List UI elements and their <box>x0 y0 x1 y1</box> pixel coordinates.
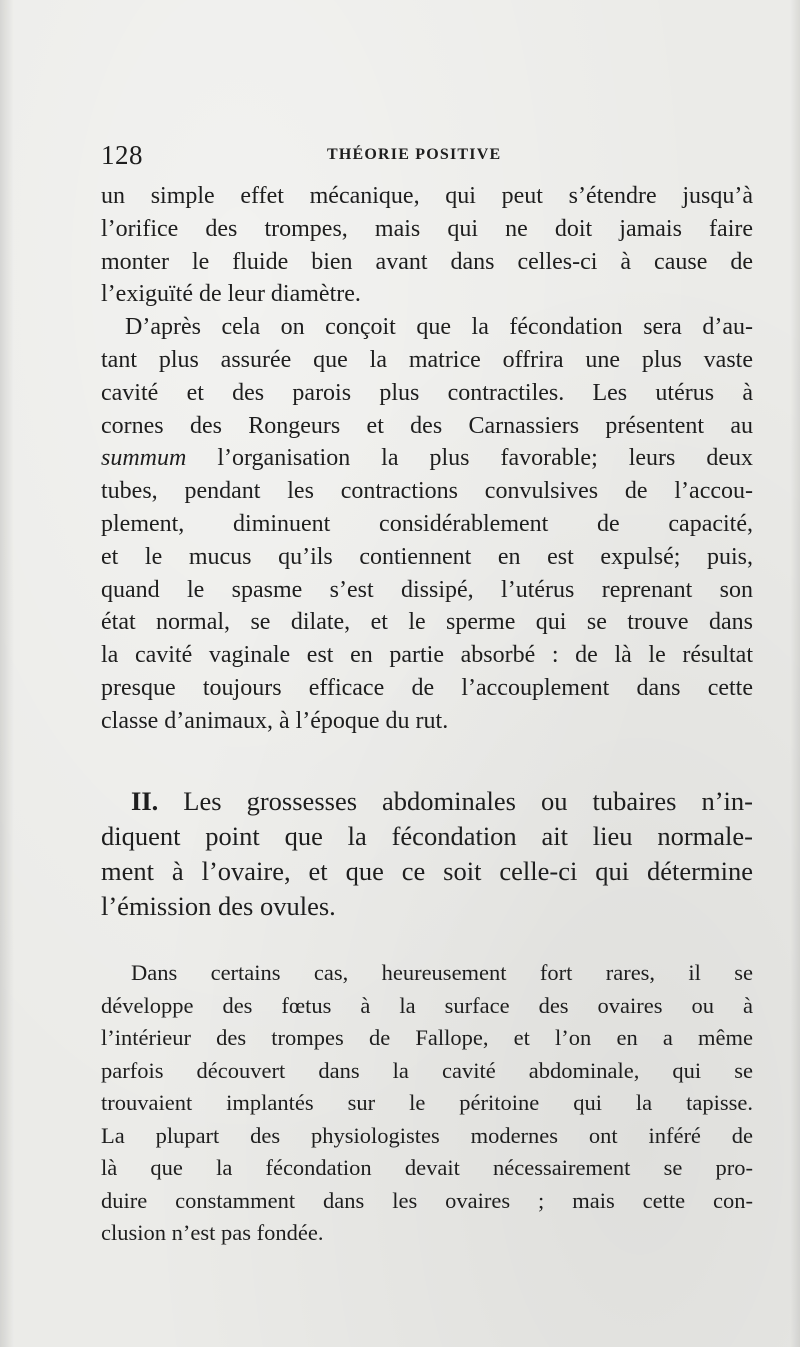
text-line: état normal, se dilate, et le sperme qui se trouve dans <box>101 609 753 636</box>
text-line: l’émission des ovules. <box>101 891 336 921</box>
section-heading <box>101 784 753 924</box>
text-line: La plupart des physiologistes modernes ont inféré de <box>101 1122 753 1148</box>
text-line: D’après cela on conçoit que la fécondation sera d’au- <box>125 314 753 341</box>
text-line: l’orifice des trompes, mais qui ne doit jamais faire <box>101 215 753 242</box>
text-line <box>101 784 753 819</box>
page-header <box>101 140 751 174</box>
text-line: quand le spasme s’est dissipé, l’utérus reprenant son <box>101 576 753 603</box>
text-line: un simple effet mécanique, qui peut s’étendre jusqu’à <box>101 183 753 209</box>
text-block-main <box>101 180 753 738</box>
running-title: THÉORIE POSITIVE <box>327 146 502 163</box>
text-line: cornes des Rongeurs et des Carnassiers présentent au <box>101 412 753 439</box>
text-fragment: Les grossesses abdominales ou tubaires n’in- <box>158 786 753 816</box>
text-line: l’intérieur des trompes de Fallope, et l’on en a même <box>101 1025 753 1050</box>
text-line: et le mucus qu’ils contiennent en est expulsé; puis, <box>101 543 753 570</box>
text-line: monter le fluide bien avant dans celles-ci à cause de <box>101 248 753 275</box>
text-line: Dans certains cas, heureusement fort rares, il se <box>131 960 753 985</box>
text-line: classe d’animaux, à l’époque du rut. <box>101 707 449 734</box>
page-number: 128 <box>101 140 143 170</box>
text-line: trouvaient implantés sur le péritoine qui la tapisse. <box>101 1090 753 1115</box>
text-line: l’exiguïté de leur diamètre. <box>101 281 361 308</box>
text-fragment: l’organisation la plus favorable; leurs deux <box>186 445 753 472</box>
text-line: clusion n’est pas fondée. <box>101 1220 324 1245</box>
text-line: développe des fœtus à la surface des ovaires ou à <box>101 992 753 1018</box>
text-line: parfois découvert dans la cavité abdominale, qui se <box>101 1057 753 1083</box>
text-line: plement, diminuent considérablement de capacité, <box>101 510 753 537</box>
text-line <box>101 442 753 475</box>
text-block-final <box>101 957 753 1250</box>
text-line: la cavité vaginale est en partie absorbé : de là le résultat <box>101 642 753 669</box>
text-line: presque toujours efficace de l’accouplement dans cette <box>101 674 753 701</box>
text-line: tant plus assurée que la matrice offrira une plus vaste <box>101 346 753 373</box>
italic-word: summum <box>101 445 187 472</box>
text-line: cavité et des parois plus contractiles. Les utérus à <box>101 379 753 406</box>
text-line: là que la fécondation devait nécessairement se pro- <box>101 1155 753 1180</box>
section-number: II. <box>131 786 159 816</box>
text-line: diquent point que la fécondation ait lieu normale- <box>101 821 753 851</box>
text-line: tubes, pendant les contractions convulsives de l’accou- <box>101 478 753 505</box>
text-line: duire constamment dans les ovaires ; mais cette con- <box>101 1187 753 1213</box>
text-line: ment à l’ovaire, et que ce soit celle-ci qui détermine <box>101 856 753 886</box>
